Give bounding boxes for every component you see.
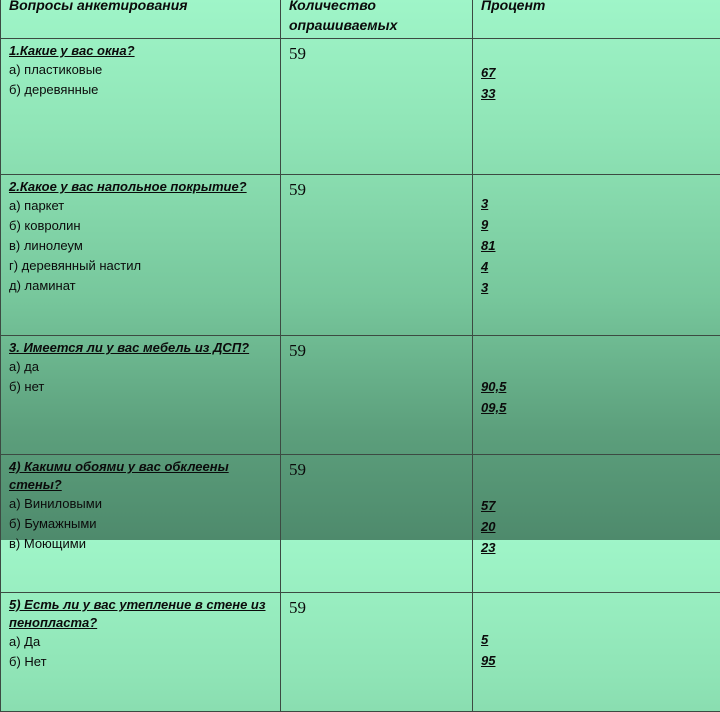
header-count-label: Количество опрашиваемых — [289, 0, 397, 33]
option-text: г) деревянный настил — [9, 256, 272, 276]
question-cell — [1, 593, 281, 712]
percent-value: 9 — [481, 214, 714, 235]
percent-value: 95 — [481, 650, 714, 671]
percent-value: 23 — [481, 537, 714, 558]
count-cell — [281, 336, 473, 455]
count-value: 59 — [289, 42, 464, 64]
option-text: б) Нет — [9, 652, 272, 672]
option-text: а) да — [9, 357, 272, 377]
header-count — [281, 0, 473, 39]
option-text: а) пластиковые — [9, 60, 272, 80]
count-cell — [281, 593, 473, 712]
percent-value: 20 — [481, 516, 714, 537]
option-text: а) Виниловыми — [9, 494, 272, 514]
percent-cell — [473, 336, 720, 455]
question-text: 4) Какими обоями у вас обклеены стены? — [9, 458, 272, 494]
count-value: 59 — [289, 458, 464, 480]
table-row — [1, 593, 720, 712]
percent-cell — [473, 39, 720, 175]
percent-value: 90,5 — [481, 376, 714, 397]
percent-value: 33 — [481, 83, 714, 104]
option-text: а) Да — [9, 632, 272, 652]
percent-value: 67 — [481, 62, 714, 83]
question-cell — [1, 455, 281, 593]
question-cell — [1, 336, 281, 455]
percent-value: 81 — [481, 235, 714, 256]
question-text: 5) Есть ли у вас утепление в стене из пенопласта? — [9, 596, 272, 632]
count-cell — [281, 39, 473, 175]
percent-cell — [473, 593, 720, 712]
question-text: 2.Какое у вас напольное покрытие? — [9, 178, 272, 196]
percent-value: 4 — [481, 256, 714, 277]
percent-value: 57 — [481, 495, 714, 516]
count-value: 59 — [289, 596, 464, 618]
option-text: в) Моющими — [9, 534, 272, 554]
table-row — [1, 336, 720, 455]
header-percent-label: Процент — [481, 0, 545, 13]
option-text: б) нет — [9, 377, 272, 397]
count-cell — [281, 175, 473, 336]
percent-value: 3 — [481, 277, 714, 298]
option-text: б) ковролин — [9, 216, 272, 236]
percent-value: 3 — [481, 193, 714, 214]
option-text: а) паркет — [9, 196, 272, 216]
header-percent — [473, 0, 720, 39]
count-value: 59 — [289, 178, 464, 200]
count-cell — [281, 455, 473, 593]
table-row — [1, 175, 720, 336]
percent-value: 5 — [481, 629, 714, 650]
table-row — [1, 39, 720, 175]
option-text: в) линолеум — [9, 236, 272, 256]
question-text: 1.Какие у вас окна? — [9, 42, 272, 60]
option-text: д) ламинат — [9, 276, 272, 296]
header-row — [1, 0, 720, 39]
percent-cell — [473, 175, 720, 336]
option-text: б) Бумажными — [9, 514, 272, 534]
percent-cell — [473, 455, 720, 593]
question-cell — [1, 175, 281, 336]
question-text: 3. Имеется ли у вас мебель из ДСП? — [9, 339, 272, 357]
option-text: б) деревянные — [9, 80, 272, 100]
question-cell — [1, 39, 281, 175]
count-value: 59 — [289, 339, 464, 361]
header-questions-label: Вопросы анкетирования — [9, 0, 188, 13]
table-row — [1, 455, 720, 593]
percent-value: 09,5 — [481, 397, 714, 418]
header-questions — [1, 0, 281, 39]
